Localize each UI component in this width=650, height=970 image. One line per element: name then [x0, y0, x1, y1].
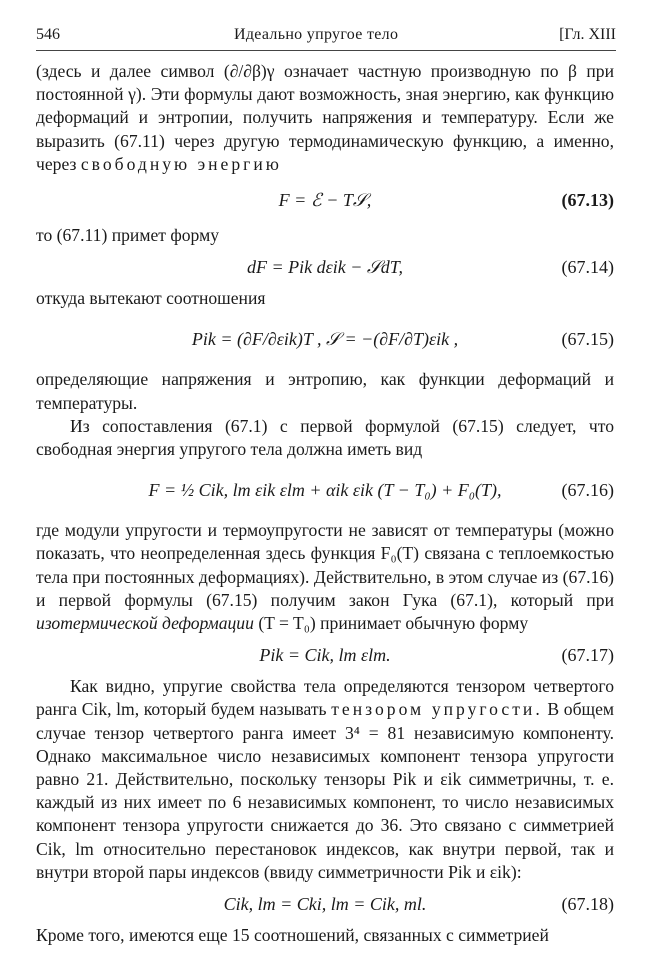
equation-formula: F = ℰ − T𝒮, [278, 190, 372, 211]
equation-number: (67.14) [561, 257, 614, 278]
paragraph: где модули упругости и термоупругости не зависят от температуры (можно показать, что неопределенная здесь функция F₀(T) связана с теплоемкостью тела при постоянных деформациях). Действительно, в этом случае из (67.16) и первой формулы (67.15) получим закон Гука (67.1), который при изотермической деформации (T = T₀) принимает обычную форму [36, 520, 614, 634]
equation-67-14 [36, 247, 614, 287]
paragraph: то (67.11) примет форму [36, 225, 220, 246]
italic-term: изотермической деформации [36, 613, 254, 634]
chapter-label: [Гл. XIII [559, 26, 616, 43]
paragraph: Из сопоставления (67.1) с первой формулой (67.15) следует, что свободная энергия упругого тела должна иметь вид [36, 415, 614, 460]
equation-formula: dF = Pik dεik − 𝒮dT, [247, 257, 403, 278]
paragraph: определяющие напряжения и энтропию, как функции деформаций и температуры. [36, 369, 614, 413]
page-number: 546 [36, 26, 60, 43]
paragraph: откуда вытекают соотношения [36, 288, 266, 309]
equation-formula: Pik = (∂F/∂εik)T , 𝒮 = −(∂F/∂T)εik , [191, 329, 459, 350]
equation-number: (67.16) [561, 480, 614, 501]
equation-67-18 [36, 884, 614, 924]
equation-67-17 [36, 635, 614, 675]
equation-formula: Cik, lm = Cki, lm = Cik, ml. [223, 894, 427, 915]
equation-67-15 [36, 310, 614, 368]
spaced-term: тензором упругости. [331, 699, 543, 720]
equation-number: (67.13) [561, 190, 614, 211]
text-body [36, 60, 614, 947]
paragraph: Кроме того, имеются еще 15 соотношений, связанных с симметрией [36, 925, 549, 946]
running-title: Идеально упругое тело [234, 26, 399, 43]
equation-number: (67.15) [561, 329, 614, 350]
paragraph: Как видно, упругие свойства тела определяются тензором четвертого ранга Cik, lm, который будем называть тензором упругости. В общем случае тензор четвертого ранга имеет 3⁴ = 81 независимую компоненту. Однако максимальное число независимых компонент тензора упругости равно 21. Действительно, поскольку тензоры Pik и εik симметричны, т. е. каждый из них имеет по 6 независимых компонент, то число независимых компонент тензора упругости снижается до 36. Это связано с симметрией Cik, lm относительно перестановок индексов, как внутри первой, так и внутри второй пары индексов (ввиду симметричности Pik и εik): [36, 676, 615, 882]
equation-67-16 [36, 461, 614, 519]
paragraph-intro: (здесь и далее символ (∂/∂β)γ означает частную производную по β при постоянной γ). Эти формулы дают возможность, зная энергию, как функцию деформаций и энтропии, получить напряжения и температуру. Если же выразить (67.11) через другую термодинамическую функцию, а именно, через свободную энергию [36, 61, 614, 174]
equation-formula: Pik = Cik, lm εlm. [259, 645, 391, 666]
running-header [36, 26, 616, 51]
equation-formula: F = ½ Cik, lm εik εlm + αik εik (T − T₀) + F₀(T), [148, 480, 502, 501]
equation-number: (67.17) [561, 645, 614, 666]
spaced-term: свободную энергию [80, 153, 282, 174]
equation-67-13 [36, 176, 614, 224]
equation-number: (67.18) [561, 894, 614, 915]
